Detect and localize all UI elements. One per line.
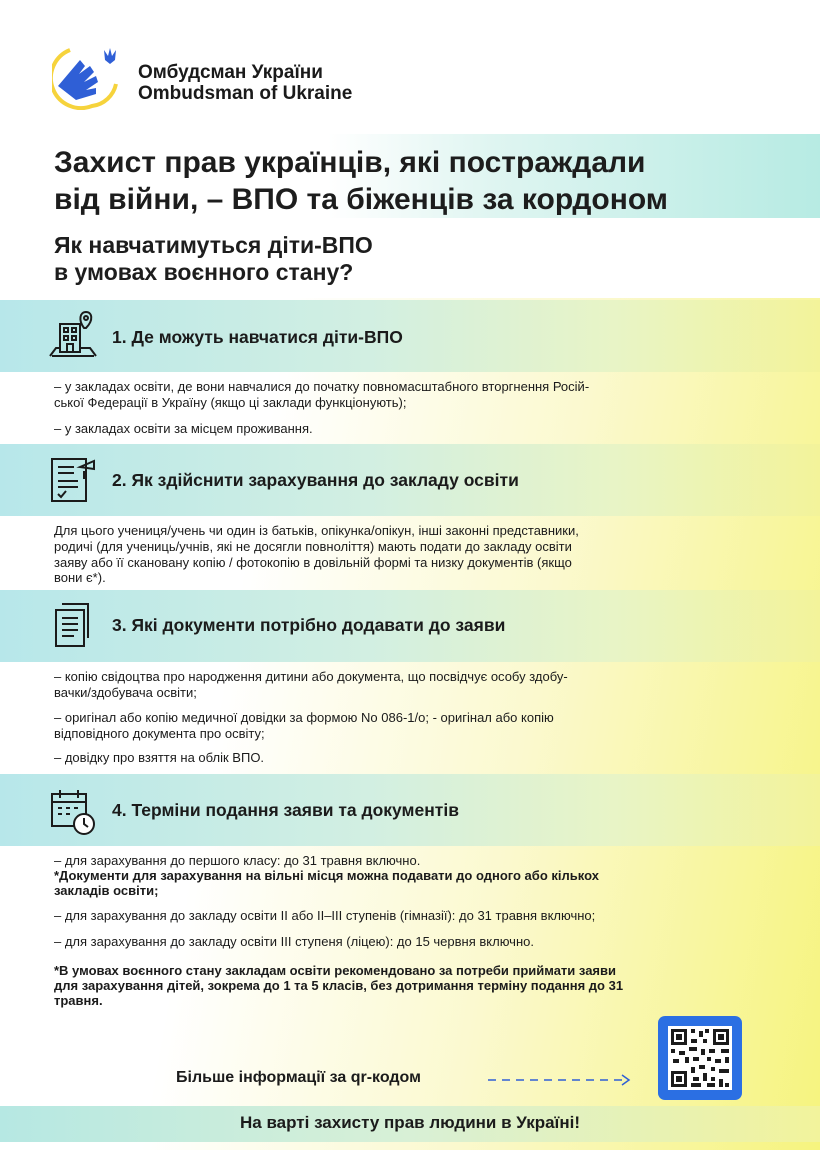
section-4-line-1: – для зарахування до першого класу: до 31 травня включно. bbox=[54, 853, 421, 868]
calendar-clock-icon bbox=[48, 786, 98, 836]
page-title bbox=[54, 144, 668, 218]
subtitle-line-1: Як навчатимуться діти-ВПО bbox=[54, 232, 373, 258]
section-3-line-5: – довідку про взяття на облік ВПО. bbox=[54, 750, 265, 765]
section-1-line-3: – у закладах освіти за місцем проживання. bbox=[54, 421, 313, 436]
section-4-line-5: – для зарахування до закладу освіти III ступеня (ліцею): до 15 червня включно. bbox=[54, 934, 534, 949]
qr-code-icon bbox=[658, 1016, 742, 1100]
section-3-line-4: відповідного документа про освіту; bbox=[54, 726, 265, 741]
dashed-arrow-icon bbox=[486, 1070, 636, 1090]
section-2-line-1: Для цього учениця/учень чи один із батьків, опікунка/опікун, інші законні представники, bbox=[54, 523, 579, 538]
section-3-line-2: вачки/здобувача освіти; bbox=[54, 685, 197, 700]
logo-text bbox=[138, 62, 352, 104]
section-4-line-3: закладів освіти; bbox=[54, 883, 159, 898]
page-subtitle bbox=[54, 232, 373, 286]
section-3-line-1: – копію свідоцтва про народження дитини або документа, що посвідчує особу здобу- bbox=[54, 669, 568, 684]
section-2-line-3: заяву або її скановану копію / фотокопію в довільній формі та низку документів (якщо bbox=[54, 555, 572, 570]
section-4-title: 4. Терміни подання заяви та документів bbox=[112, 800, 460, 820]
org-name-ua: Омбудсман України bbox=[138, 62, 323, 83]
ombudsman-logo-icon bbox=[52, 44, 128, 110]
section-4-line-4: – для зарахування до закладу освіти II або II–III ступенів (гімназії): до 31 травня включно; bbox=[54, 908, 596, 923]
application-form-icon bbox=[48, 455, 98, 505]
section-2-line-2: родичі (для учениць/учнів, які не досягли повноліття) мають подати до закладу освіти bbox=[54, 539, 572, 554]
section-2-title: 2. Як здійснити зарахування до закладу освіти bbox=[112, 470, 519, 490]
section-1-title: 1. Де можуть навчатися діти-ВПО bbox=[112, 327, 403, 347]
section-4-line-2: *Документи для зарахування на вільні місця можна подавати до одного або кількох bbox=[54, 868, 599, 883]
section-4-note-3: травня. bbox=[54, 993, 103, 1008]
section-4-note-1: *В умовах воєнного стану закладам освіти рекомендовано за потреби приймати заяви bbox=[54, 963, 616, 978]
slogan: На варті захисту прав людини в Україні! bbox=[240, 1113, 580, 1132]
section-1-line-2: ської Федерації в Україну (якщо ці заклади функціонують); bbox=[54, 395, 407, 410]
subtitle-line-2: в умовах воєнного стану? bbox=[54, 259, 354, 285]
section-4-note-2: для зарахування дітей, зокрема до 1 та 5 класів, без дотримання терміну подання до 31 bbox=[54, 978, 624, 993]
org-name-en: Ombudsman of Ukraine bbox=[138, 83, 353, 104]
qr-code[interactable] bbox=[658, 1016, 742, 1100]
more-info-text: Більше інформації за qr-кодом bbox=[176, 1069, 421, 1086]
section-1-line-1: – у закладах освіти, де вони навчалися до початку повномасштабного вторгнення Росій- bbox=[54, 379, 590, 394]
documents-icon bbox=[48, 600, 98, 650]
section-3-line-3: – оригінал або копію медичної довідки за формою No 086-1/о; - оригінал або копію bbox=[54, 710, 554, 725]
title-line-1: Захист прав українців, які постраждали bbox=[54, 146, 646, 179]
section-2-line-4: вони є*). bbox=[54, 570, 106, 585]
title-line-2: від війни, – ВПО та біженців за кордоном bbox=[54, 183, 669, 216]
section-3-title: 3. Які документи потрібно додавати до заяви bbox=[112, 615, 506, 635]
building-location-icon bbox=[48, 310, 98, 360]
